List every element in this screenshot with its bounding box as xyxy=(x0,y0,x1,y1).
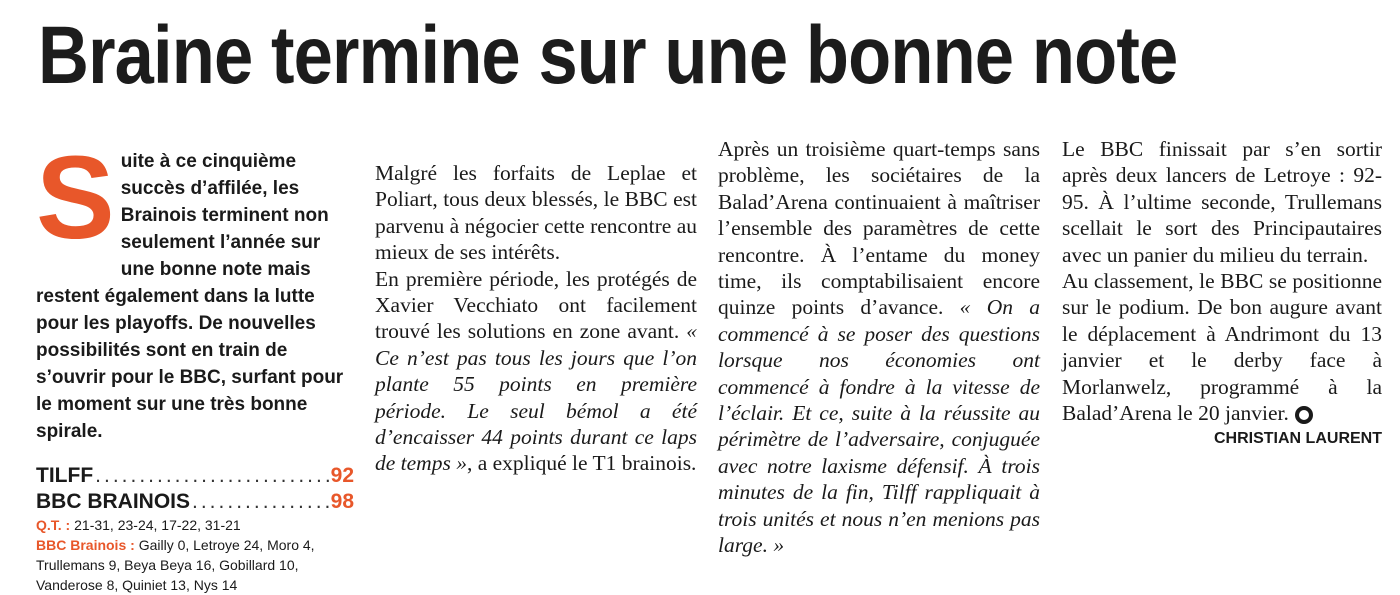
leader-dots xyxy=(192,489,329,515)
quote-2: « On a commencé à se poser des questions lorsque nos économies ont commencé à fondre à la vitesse de l’éclair. Et ce, suite à la réussite au périmètre de l’adversaire, conjuguée avec notre laxisme défensif. À trois minutes de la fin, Tilff rappliquait à trois unités et nous n’en menions pas large. » xyxy=(718,295,1041,558)
paragraph-3-text: Après un troisième quart-temps sans problème, les sociétaires de la Balad’Arena continuaient à maîtriser l’ensemble des paramètres de cette rencontre. À l’entame du money time, ils comptabilisaient encore quinze points d’avance. xyxy=(718,137,1040,320)
article-body-4 xyxy=(1062,136,1382,426)
players-text: Gailly 0, Letroye 24, Moro 4, Trullemans 9, Beya Beya 16, Gobillard 10, Vanderose 8, Quiniet 13, Nys 14 xyxy=(36,537,315,593)
score-row-home xyxy=(36,463,354,489)
home-score: 92 xyxy=(330,464,354,487)
quarter-values: 21-31, 23-24, 17-22, 31-21 xyxy=(74,517,241,533)
quote-1: « Ce n’est pas tous les jours que l’on plante 55 points en première période. Le seul bémol a été d’encaisser 44 points durant ce laps de temps » xyxy=(375,319,697,476)
byline: CHRISTIAN LAURENT xyxy=(1214,430,1382,448)
paragraph-3 xyxy=(718,136,1040,559)
player-stats xyxy=(36,535,354,595)
home-team: TILFF xyxy=(36,464,94,487)
headline: Braine termine sur une bonne note xyxy=(38,10,1178,101)
quarter-label: Q.T. : xyxy=(36,517,71,533)
paragraph-2 xyxy=(375,266,697,477)
leader-dots xyxy=(95,463,328,489)
end-mark-icon xyxy=(1295,406,1313,424)
score-row-away xyxy=(36,489,354,515)
paragraph-5-text: Au classement, le BBC se positionne sur le podium. De bon augure avant le déplacement à Andrimont du 13 janvier et le derby face à Morlanwelz, programmé à la Balad’Arena le 20 janvier. xyxy=(1062,269,1382,426)
away-score: 98 xyxy=(330,490,354,513)
article-body-2 xyxy=(375,160,697,477)
paragraph-2-end: , a expliqué le T1 brainois. xyxy=(466,451,697,476)
paragraph-5 xyxy=(1062,268,1382,426)
quarter-scores xyxy=(36,515,354,535)
article-column-2 xyxy=(375,142,697,562)
lead-paragraph xyxy=(36,132,354,445)
paragraph-1: Malgré les forfaits de Leplae et Poliart, tous deux blessés, le BBC est parvenu à négocier cette rencontre au mieux de ses intérêts. xyxy=(375,161,697,265)
lead-text: uite à ce cinquième succès d’affilée, les Brainois terminent non seulement l’année sur une bonne note mais restent également dans la lutte pour les playoffs. De nouvelles possibilités sont en train de s’ouvrir pour le BBC, surfant pour le moment sur une très bonne spirale. xyxy=(36,151,344,442)
lead-column xyxy=(36,132,354,593)
drop-cap: S xyxy=(36,132,115,264)
scoreboard xyxy=(36,463,354,595)
paragraph-2-text: En première période, les protégés de Xavier Vecchiato ont facilement trouvé les solutions en zone avant. xyxy=(375,266,697,344)
players-label: BBC Brainois : xyxy=(36,537,135,553)
article-column-4 xyxy=(1062,137,1382,562)
article-column-3 xyxy=(718,137,1041,562)
away-team: BBC BRAINOIS xyxy=(36,490,191,513)
paragraph-4: Le BBC finissait par s’en sortir après deux lancers de Letroye : 92-95. À l’ultime seconde, Trullemans scellait le sort des Principautaires avec un panier du milieu du terrain. xyxy=(1062,137,1382,267)
article-body-3 xyxy=(718,136,1040,559)
